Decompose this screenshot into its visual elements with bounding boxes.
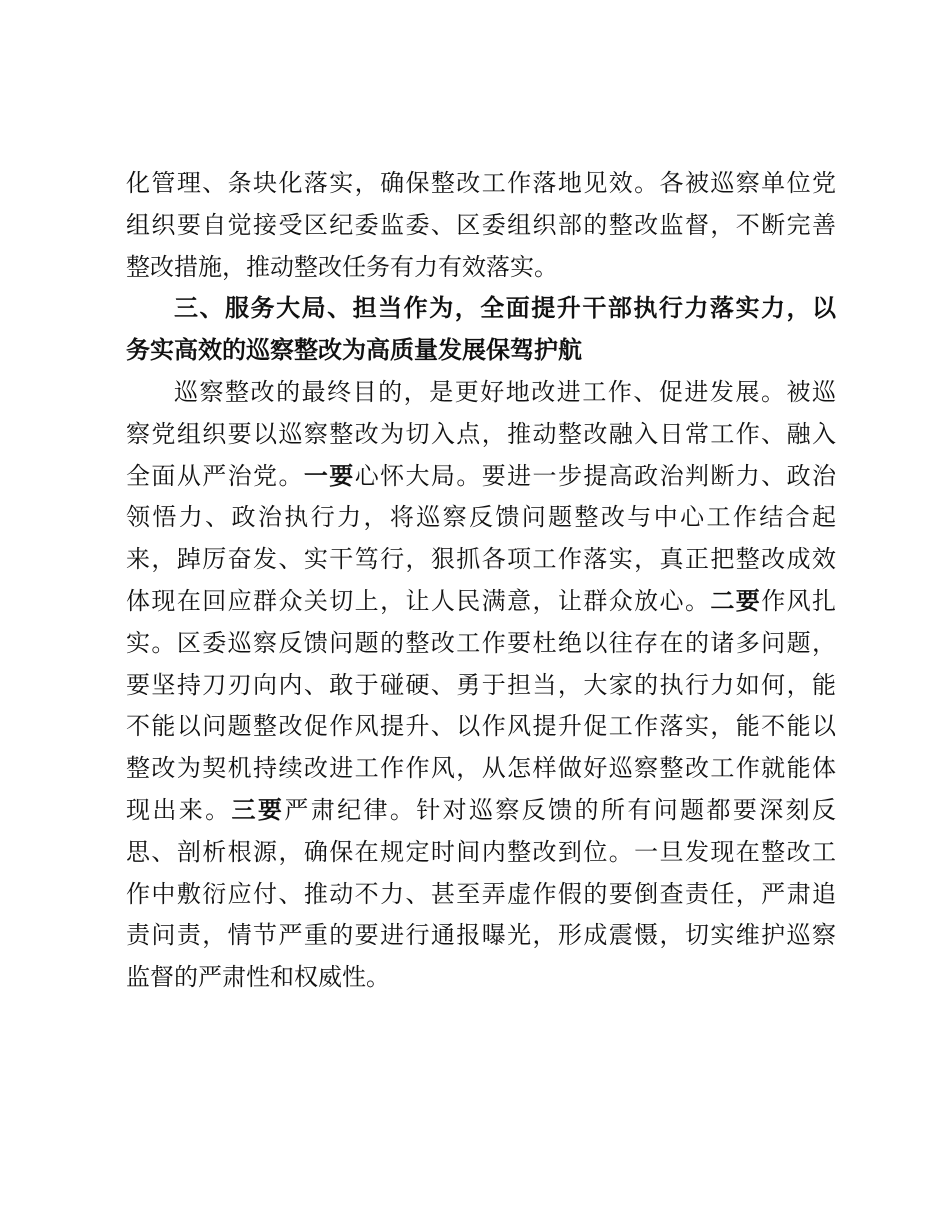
emphasis-first: 一要	[303, 461, 355, 490]
paragraph-line: 来，踔厉奋发、实干笃行，狠抓各项工作落实，真正把整改成效	[126, 545, 836, 574]
emphasis-third: 三要	[231, 795, 285, 824]
paragraph-line: 要坚持刀刃向内、敢于碰硬、勇于担当，大家的执行力如何，能	[126, 670, 836, 699]
paragraph-line: 巡察整改的最终目的，是更好地改进工作、促进发展。被巡	[174, 377, 836, 406]
paragraph-line: 领悟力、政治执行力，将巡察反馈问题整改与中心工作结合起	[126, 503, 836, 532]
paragraph-line: 察党组织要以巡察整改为切入点，推动整改融入日常工作、融入	[126, 419, 836, 448]
heading-line: 务实高效的巡察整改为高质量发展保驾护航	[126, 336, 582, 365]
paragraph-line: 整改为契机持续改进工作作风，从怎样做好巡察整改工作就能体	[126, 754, 836, 783]
paragraph-line	[126, 456, 836, 498]
paragraph-line: 整改措施，推动整改任务有力有效落实。	[126, 252, 558, 281]
paragraph-line: 实。区委巡察反馈问题的整改工作要杜绝以往存在的诸多问题，	[126, 628, 836, 657]
paragraph-line: 化管理、条块化落实，确保整改工作落地见效。各被巡察单位党	[126, 169, 836, 197]
document-body	[126, 163, 836, 999]
section-heading	[126, 288, 836, 372]
paragraph-line: 思、剖析根源，确保在规定时间内整改到位。一旦发现在整改工	[126, 837, 836, 866]
line-text: 作风扎	[761, 586, 837, 615]
paragraph-line: 责问责，情节严重的要进行通报曝光，形成震慑，切实维护巡察	[126, 921, 836, 950]
paragraph-body	[126, 372, 836, 999]
line-text: 体现在回应群众关切上，让人民满意，让群众放心。	[126, 586, 711, 615]
line-text: 现出来。	[126, 795, 232, 824]
line-text: 严肃纪律。针对巡察反馈的所有问题都要深刻反	[284, 795, 837, 824]
paragraph-continuation	[126, 163, 836, 288]
paragraph-line	[126, 581, 836, 623]
paragraph-line: 监督的严肃性和权威性。	[126, 963, 390, 992]
paragraph-line: 作中敷衍应付、推动不力、甚至弄虚作假的要倒查责任，严肃追	[126, 879, 836, 908]
line-text: 全面从严治党。	[126, 461, 304, 490]
paragraph-line: 组织要自觉接受区纪委监委、区委组织部的整改监督，不断完善	[126, 210, 836, 239]
emphasis-second: 二要	[710, 586, 762, 615]
heading-line: 三、服务大局、担当作为，全面提升干部执行力落实力，以	[174, 294, 836, 323]
paragraph-line	[126, 790, 836, 832]
line-text: 心怀大局。要进一步提高政治判断力、政治	[354, 461, 837, 490]
paragraph-line: 不能以问题整改促作风提升、以作风提升促工作落实，能不能以	[126, 712, 836, 741]
